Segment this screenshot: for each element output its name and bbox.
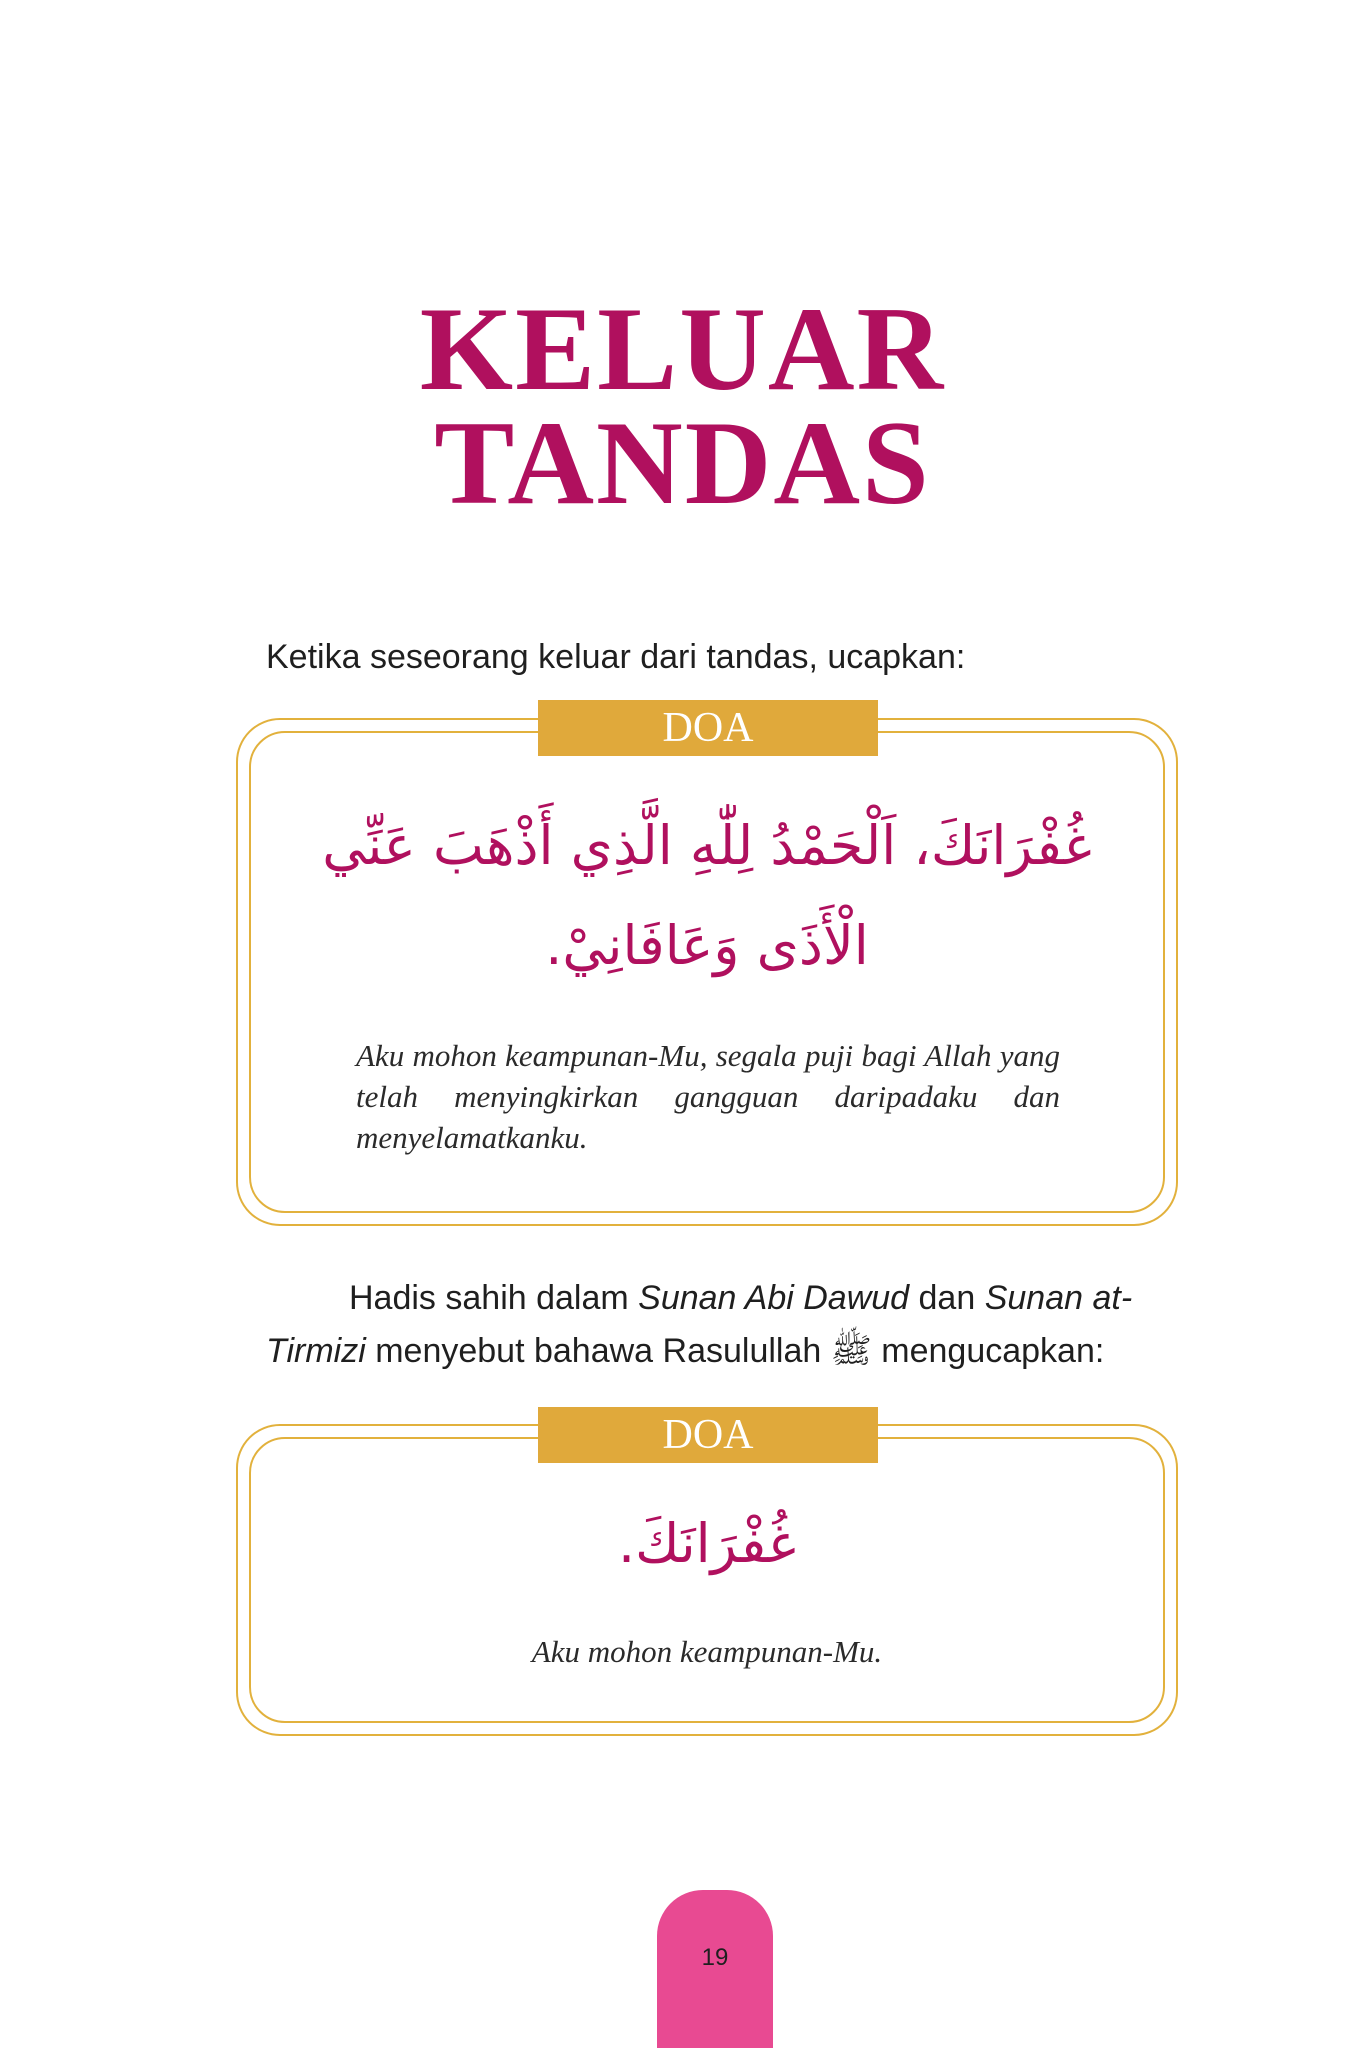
- doa-2-translation: Aku mohon keampunan-Mu.: [531, 1634, 883, 1669]
- page-number-tab: [657, 1890, 773, 2048]
- doa-1-arabic-line-2: الْأَذَى وَعَافَانِيْ.: [545, 914, 869, 977]
- hadith-text-3: menyebut bahawa Rasulullah ﷺ mengucapkan:: [365, 1332, 1105, 1370]
- doa-2-arabic: غُفْرَانَكَ.: [617, 1512, 797, 1575]
- hadith-text-1: Hadis sahih dalam: [349, 1279, 639, 1317]
- doa-label-2: DOA: [538, 1407, 878, 1463]
- doa-1-arabic: [236, 796, 1178, 996]
- page-title: [0, 282, 1365, 529]
- doa-label-1: DOA: [538, 700, 878, 756]
- doa-1-arabic-line-1: غُفْرَانَكَ، اَلْحَمْدُ لِلّٰهِ الَّذِي أَذْهَبَ عَنِّي: [322, 814, 1092, 877]
- page-number: 19: [701, 1944, 729, 1971]
- hadith-book-2: Sunan at-Tirmizi: [266, 1279, 1133, 1370]
- hadith-book-1: Sunan Abi Dawud: [638, 1279, 910, 1317]
- hadith-text-2: dan: [909, 1279, 985, 1317]
- doa-1-translation: Aku mohon keampunan-Mu, segala puji bagi Allah yang telah menyingkirkan gangguan daripadaku dan menyelamatkanku.: [356, 1038, 1060, 1155]
- title-line-1: KELUAR: [419, 282, 946, 415]
- hadith-paragraph: [266, 1272, 1166, 1378]
- intro-text: Ketika seseorang keluar dari tandas, ucapkan:: [266, 638, 966, 676]
- title-line-2: TANDAS: [434, 396, 931, 529]
